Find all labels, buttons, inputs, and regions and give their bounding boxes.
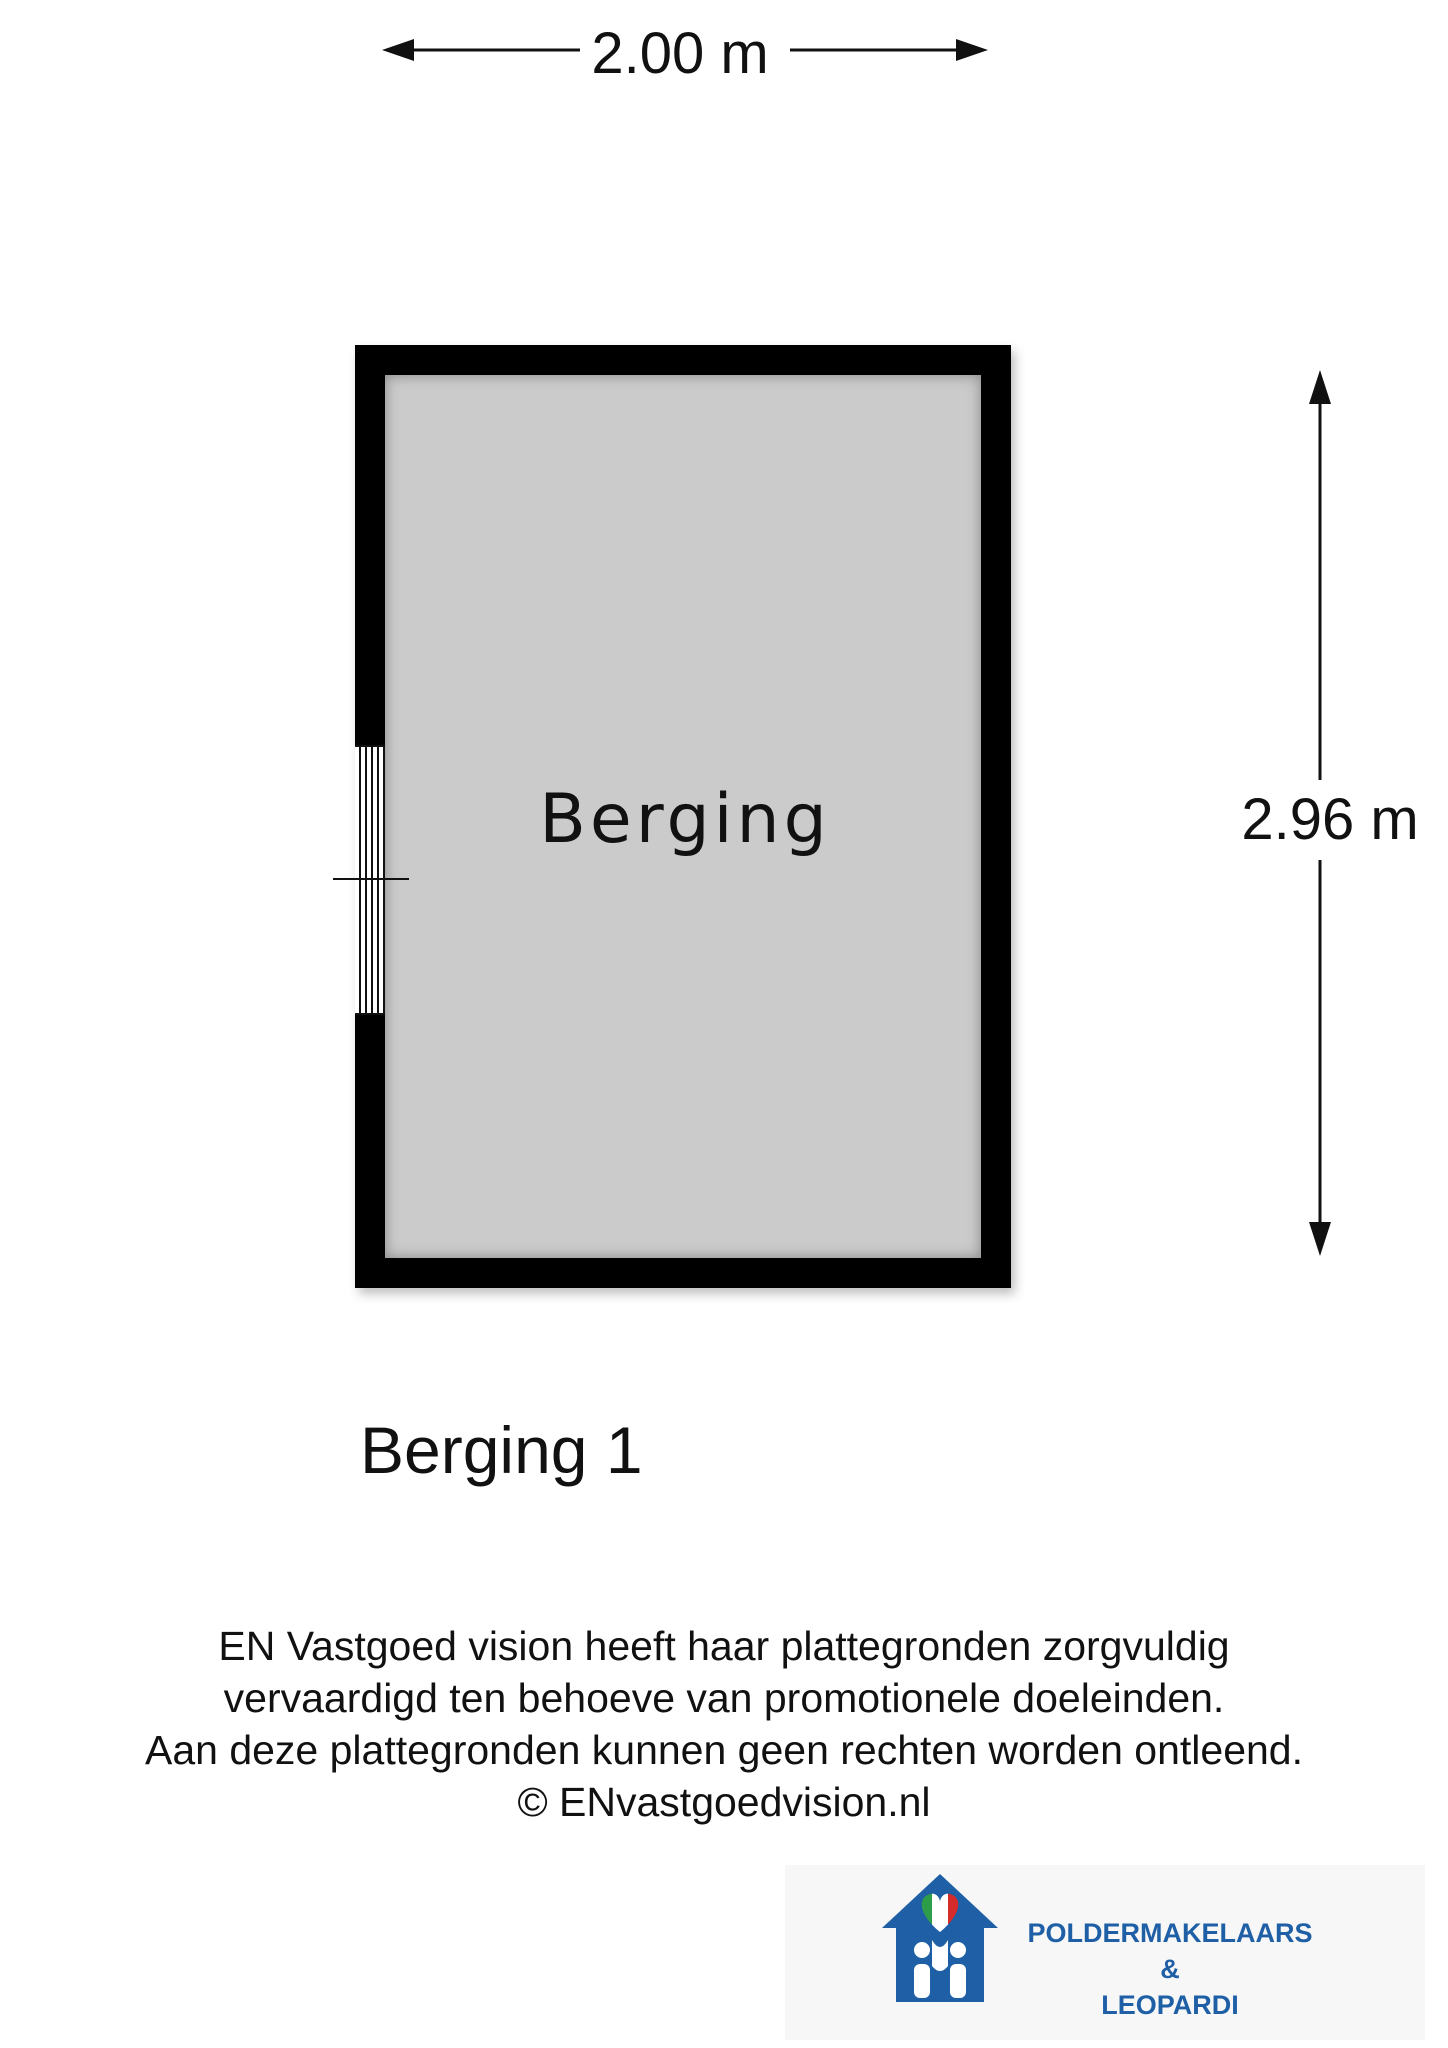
disclaimer	[30, 1620, 1418, 1828]
logo-line: &	[1160, 1954, 1180, 1984]
disclaimer-line: Aan deze plattegronden kunnen geen rechten worden ontleend.	[144, 1727, 1303, 1773]
disclaimer-line: EN Vastgoed vision heeft haar plattegronden zorgvuldig	[218, 1623, 1230, 1669]
room-label: Berging	[539, 780, 831, 859]
disclaimer-line: vervaardigd ten behoeve van promotionele doeleinden.	[223, 1675, 1225, 1721]
house-heart-icon	[880, 1870, 1000, 2005]
logo-line: POLDERMAKELAARS	[1027, 1918, 1313, 1948]
window-marker	[333, 878, 409, 880]
logo-text	[1000, 1915, 1340, 2023]
width-dimension-label: 2.00 m	[591, 21, 769, 86]
floor-title: Berging 1	[360, 1413, 643, 1487]
copyright-line: © ENvastgoedvision.nl	[517, 1779, 931, 1825]
height-dimension-label: 2.96 m	[1220, 780, 1440, 860]
logo-line: LEOPARDI	[1101, 1990, 1239, 2020]
window	[355, 745, 385, 1015]
